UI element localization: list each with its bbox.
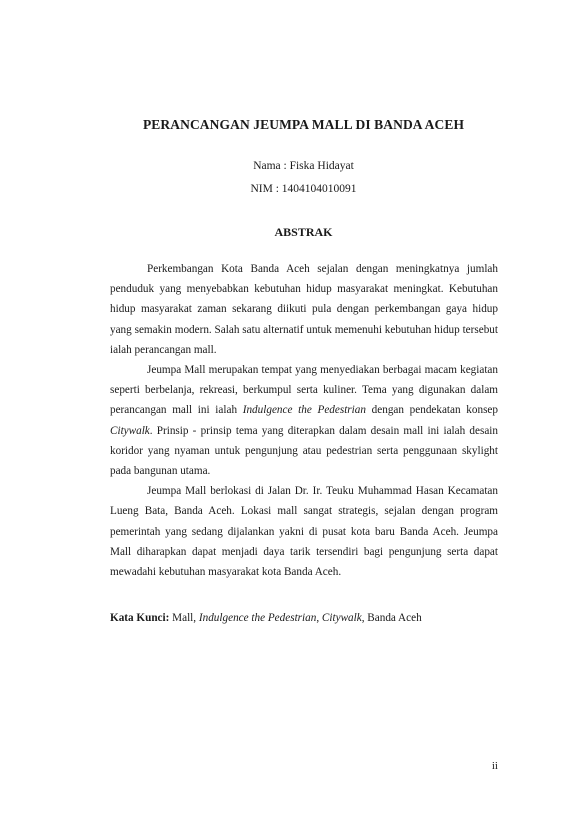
paragraph-text: Jeumpa Mall merupakan tempat yang menyediakan berbagai macam kegiatan seperti berbelanja, rekreasi, berkumpul serta kuliner. Tema yang digunakan dalam perancangan mall ini ialah — [110, 364, 498, 417]
keyword-concept: Citywalk — [321, 612, 362, 624]
author-name: Nama : Fiska Hidayat — [253, 160, 354, 172]
abstract-paragraph-2 — [110, 360, 498, 481]
keyword-theme: Indulgence the Pedestrian — [198, 612, 317, 624]
keyword-text: , Banda Aceh — [361, 612, 422, 624]
keywords-label: Kata Kunci: — [110, 612, 170, 624]
theme-name: Indulgence the Pedestrian — [242, 404, 366, 417]
keyword-text: Mall, — [169, 612, 199, 624]
paragraph-text: . Prinsip - prinsip tema yang diterapkan dalam desain mall ini ialah desain koridor yang nyaman untuk pengunjung atau pedestrian serta penggunaan skylight pada bangunan utama. — [110, 424, 498, 478]
author-nim: NIM : 1404104010091 — [250, 183, 357, 195]
abstract-heading: ABSTRAK — [274, 225, 333, 239]
keywords — [110, 608, 510, 628]
paragraph-text: dengan pendekatan konsep — [365, 404, 498, 417]
page-number: ii — [491, 760, 498, 772]
abstract-paragraph-3: Jeumpa Mall berlokasi di Jalan Dr. Ir. Teuku Muhammad Hasan Kecamatan Lueng Bata, Banda Aceh. Lokasi mall sangat strategis, sejalan dengan program pemerintah yang sedang dijalankan yakni di pusat kota baru Banda Aceh. Jeumpa Mall diharapkan dapat menjadi daya tarik tersendiri bagi pengunjung serta dapat mewadahi kebutuhan masyarakat kota Banda Aceh. — [110, 485, 498, 579]
keyword-text: , — [316, 612, 322, 624]
abstract-body — [110, 259, 498, 582]
document-title: PERANCANGAN JEUMPA MALL DI BANDA ACEH — [142, 117, 465, 132]
concept-name: Citywalk — [110, 424, 150, 437]
abstract-paragraph-1: Perkembangan Kota Banda Aceh sejalan dengan meningkatnya jumlah penduduk yang menyebabkan kebutuhan hidup masyarakat meningkat. Kebutuhan hidup masyarakat zaman sekarang diikuti pula dengan perkembangan gaya hidup yang semakin modern. Salah satu alternatif untuk memenuhi kebutuhan hidup tersebut ialah perancangan mall. — [110, 263, 498, 356]
